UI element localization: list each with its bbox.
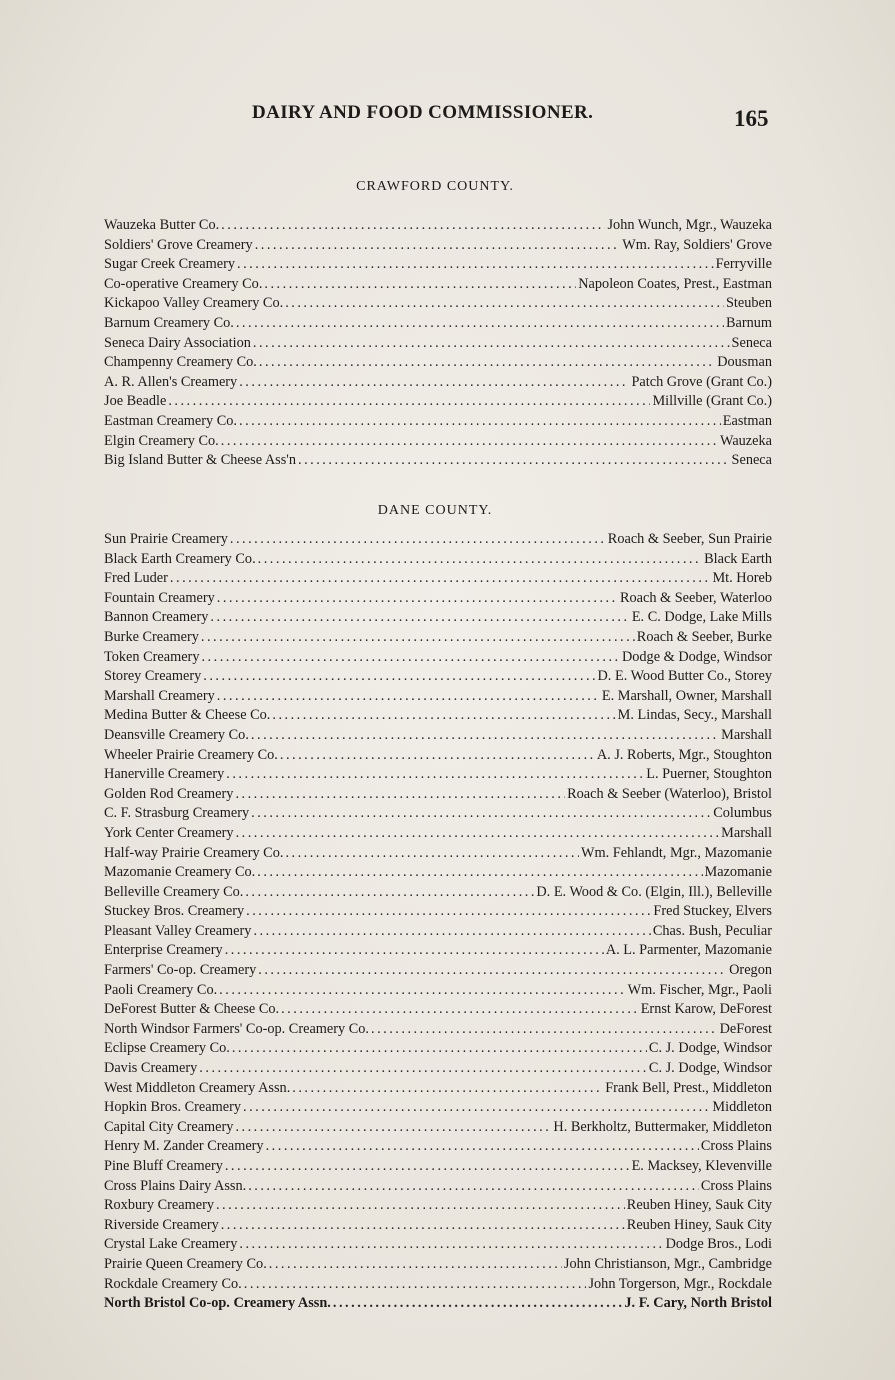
proprietor-location: Roach & Seeber, Burke — [636, 628, 772, 645]
proprietor-location: Reuben Hiney, Sauk City — [626, 1197, 772, 1214]
proprietor-location: Mazomanie — [704, 864, 772, 881]
creamery-name: West Middleton Creamery Assn. — [104, 1079, 291, 1096]
proprietor-location: Cross Plains — [700, 1138, 772, 1155]
proprietor-location: A. J. Roberts, Mgr., Stoughton — [596, 746, 772, 763]
dot-leader — [258, 550, 702, 570]
creamery-name: Big Island Butter & Cheese Ass'n — [104, 452, 296, 469]
directory-entry — [104, 451, 772, 471]
directory-entry — [104, 1235, 772, 1255]
dot-leader — [225, 1157, 630, 1177]
proprietor-location: Oregon — [729, 962, 772, 979]
directory-entry — [104, 1000, 772, 1020]
dot-leader — [298, 451, 730, 471]
directory-entry — [104, 353, 772, 373]
proprietor-location: Patch Grove (Grant Co.) — [631, 373, 772, 390]
dot-leader — [201, 628, 635, 648]
dot-leader — [225, 941, 604, 961]
section-heading-dane: DANE COUNTY. — [377, 503, 493, 518]
proprietor-location: Dousman — [717, 354, 772, 371]
dot-leader — [170, 569, 711, 589]
directory-entry — [104, 1294, 772, 1314]
dot-leader — [232, 1039, 647, 1059]
directory-entry — [104, 314, 772, 334]
section-heading-crawford: CRAWFORD COUNTY. — [356, 179, 514, 194]
directory-entry — [104, 1059, 772, 1079]
directory-entry — [104, 1020, 772, 1040]
creamery-name: Sun Prairie Creamery — [104, 531, 228, 547]
creamery-name: A. R. Allen's Creamery — [104, 373, 238, 390]
directory-entry — [104, 1118, 772, 1138]
creamery-name: Hanerville Creamery — [104, 766, 225, 783]
dot-leader — [216, 1196, 625, 1216]
proprietor-location: Wm. Fehlandt, Mgr., Mazomanie — [581, 844, 772, 861]
dot-leader — [221, 1216, 625, 1236]
directory-entry — [104, 863, 772, 883]
proprietor-location: D. E. Wood & Co. (Elgin, Ill.), Belleville — [536, 883, 772, 900]
proprietor-location: C. J. Dodge, Windsor — [648, 1040, 772, 1057]
dot-leader — [244, 1275, 587, 1295]
directory-entry — [104, 392, 772, 412]
dot-leader — [371, 1020, 718, 1040]
proprietor-location: Ernst Karow, DeForest — [640, 1001, 772, 1018]
directory-entry — [104, 746, 772, 766]
directory-entry — [104, 530, 772, 550]
directory-entry — [104, 1255, 772, 1275]
dot-leader — [217, 687, 600, 707]
proprietor-location: Cross Plains — [700, 1177, 772, 1194]
proprietor-location: E. C. Dodge, Lake Mills — [631, 609, 772, 626]
directory-entry — [104, 941, 772, 961]
proprietor-location: Ferryville — [715, 256, 772, 273]
directory-entry — [104, 902, 772, 922]
dot-leader — [217, 589, 618, 609]
creamery-name: Cross Plains Dairy Assn. — [104, 1177, 247, 1194]
proprietor-location: Napoleon Coates, Prest., Eastman — [578, 275, 772, 292]
directory-entry — [104, 236, 772, 256]
creamery-name: Fred Luder — [104, 570, 168, 587]
directory-entry — [104, 804, 772, 824]
proprietor-location: Wm. Ray, Soldiers' Grove — [622, 236, 772, 253]
proprietor-location: Columbus — [713, 805, 772, 822]
dot-leader — [219, 981, 625, 1001]
dot-leader — [253, 922, 650, 942]
dot-leader — [201, 648, 619, 668]
dot-leader — [221, 432, 718, 452]
dot-leader — [259, 353, 715, 373]
directory-entry — [104, 432, 772, 452]
dot-leader — [226, 765, 644, 785]
creamery-name: Black Earth Creamery Co. — [104, 550, 256, 567]
dot-leader — [246, 902, 651, 922]
proprietor-location: E. Macksey, Klevenville — [631, 1158, 772, 1174]
proprietor-location: Mt. Horeb — [712, 570, 772, 587]
proprietor-location: Millville (Grant Co.) — [652, 393, 772, 410]
creamery-name: Wheeler Prairie Creamery Co. — [104, 746, 278, 763]
directory-entry — [104, 412, 772, 432]
proprietor-location: Steuben — [725, 295, 772, 312]
dot-leader — [285, 294, 724, 314]
directory-entry — [104, 922, 772, 942]
dot-leader — [243, 1098, 710, 1118]
directory-entry — [104, 550, 772, 570]
creamery-name: Golden Rod Creamery — [104, 785, 234, 802]
creamery-name: Wauzeka Butter Co. — [104, 217, 220, 233]
directory-entry — [104, 1216, 772, 1236]
dot-leader — [237, 255, 714, 275]
proprietor-location: H. Berkholtz, Buttermaker, Middleton — [553, 1118, 772, 1135]
creamery-name: Riverside Creamery — [104, 1216, 219, 1233]
creamery-name: Rockdale Creamery Co. — [104, 1275, 242, 1292]
creamery-name: North Bristol Co-op. Creamery Assn. — [104, 1295, 331, 1312]
creamery-name: Farmers' Co-op. Creamery — [104, 962, 257, 979]
directory-entry — [104, 687, 772, 707]
dot-leader — [258, 961, 727, 981]
creamery-name: Eclipse Creamery Co. — [104, 1040, 230, 1057]
creamery-name: Eastman Creamery Co. — [104, 412, 238, 429]
directory-entry — [104, 1137, 772, 1157]
creamery-name: Joe Beadle — [104, 393, 167, 410]
dot-leader — [235, 1118, 551, 1138]
creamery-name: Barnum Creamery Co. — [104, 314, 234, 331]
creamery-name: Seneca Dairy Association — [104, 334, 251, 351]
proprietor-location: J. F. Cary, North Bristol — [624, 1295, 772, 1312]
directory-entry — [104, 706, 772, 726]
dot-leader — [230, 530, 606, 550]
dot-leader — [255, 236, 621, 256]
directory-entry — [104, 294, 772, 314]
dot-leader — [199, 1059, 647, 1079]
proprietor-location: Roach & Seeber, Sun Prairie — [607, 531, 772, 547]
directory-entry — [104, 726, 772, 746]
creamery-name: Marshall Creamery — [104, 687, 215, 704]
dot-leader — [281, 1000, 639, 1020]
directory-entry — [104, 628, 772, 648]
creamery-name: Belleville Creamery Co. — [104, 883, 244, 900]
creamery-name: Mazomanie Creamery Co. — [104, 864, 256, 881]
proprietor-location: John Wunch, Mgr., Wauzeka — [607, 217, 772, 233]
directory-entry — [104, 608, 772, 628]
dot-leader — [266, 1137, 699, 1157]
directory-entry — [104, 1098, 772, 1118]
creamery-name: Sugar Creek Creamery — [104, 256, 236, 273]
creamery-name: DeForest Butter & Cheese Co. — [104, 1001, 280, 1018]
dot-leader — [333, 1294, 623, 1314]
directory-entry — [104, 569, 772, 589]
proprietor-location: Dodge & Dodge, Windsor — [621, 648, 772, 665]
proprietor-location: John Torgerson, Mgr., Rockdale — [588, 1275, 772, 1292]
dot-leader — [210, 608, 629, 628]
creamery-name: Token Creamery — [104, 648, 200, 665]
dot-leader — [292, 1079, 603, 1099]
directory-entry — [104, 589, 772, 609]
proprietor-location: Fred Stuckey, Elvers — [653, 903, 772, 920]
dot-leader — [285, 844, 579, 864]
creamery-name: Roxbury Creamery — [104, 1197, 214, 1214]
proprietor-location: Frank Bell, Prest., Middleton — [605, 1079, 772, 1096]
directory-entry — [104, 883, 772, 903]
creamery-name: Co-operative Creamery Co. — [104, 275, 263, 292]
dot-leader — [257, 863, 702, 883]
creamery-name: Burke Creamery — [104, 628, 199, 645]
proprietor-location: Wauzeka — [719, 432, 772, 449]
running-head — [0, 102, 895, 132]
directory-entry — [104, 785, 772, 805]
creamery-name: North Windsor Farmers' Co-op. Creamery Co. — [104, 1020, 369, 1037]
proprietor-location: M. Lindas, Secy., Marshall — [617, 707, 772, 724]
creamery-name: Bannon Creamery — [104, 609, 209, 626]
directory-entry — [104, 373, 772, 393]
dot-leader — [269, 1255, 562, 1275]
running-title: DAIRY AND FOOD COMMISSIONER. — [252, 102, 594, 123]
proprietor-location: Roach & Seeber, Waterloo — [619, 589, 772, 606]
dot-leader — [272, 706, 615, 726]
creamery-name: Soldiers' Grove Creamery — [104, 236, 253, 253]
creamery-name: Deansville Creamery Co. — [104, 726, 249, 743]
creamery-name: Henry M. Zander Creamery — [104, 1138, 264, 1155]
dot-leader — [251, 804, 711, 824]
creamery-name: Pleasant Valley Creamery — [104, 922, 252, 939]
directory-entry — [104, 844, 772, 864]
proprietor-location: Seneca — [731, 452, 772, 469]
proprietor-location: John Christianson, Mgr., Cambridge — [563, 1255, 772, 1272]
directory-entry — [104, 824, 772, 844]
creamery-name: Hopkin Bros. Creamery — [104, 1099, 241, 1116]
creamery-name: Champenny Creamery Co. — [104, 354, 257, 371]
page-number: 165 — [734, 106, 769, 131]
proprietor-location: Black Earth — [704, 550, 772, 567]
directory-entry — [104, 961, 772, 981]
dot-leader — [236, 824, 720, 844]
dot-leader — [248, 1177, 699, 1197]
creamery-name: Enterprise Creamery — [104, 942, 223, 959]
directory-entry — [104, 1275, 772, 1295]
proprietor-location: A. L. Parmenter, Mazomanie — [605, 942, 772, 959]
dot-leader — [253, 334, 730, 354]
creamery-name: Crystal Lake Creamery — [104, 1236, 238, 1253]
creamery-name: Storey Creamery — [104, 668, 202, 685]
creamery-name: Medina Butter & Cheese Co. — [104, 707, 271, 724]
directory-entry — [104, 1039, 772, 1059]
dot-leader — [168, 392, 650, 412]
directory-entry — [104, 1157, 772, 1177]
directory-entry — [104, 1177, 772, 1197]
proprietor-location: Marshall — [721, 726, 772, 743]
directory-entry — [104, 765, 772, 785]
directory-entry — [104, 648, 772, 668]
proprietor-location: Roach & Seeber (Waterloo), Bristol — [567, 785, 772, 802]
dot-leader — [203, 667, 595, 687]
proprietor-location: L. Puerner, Stoughton — [646, 766, 772, 783]
proprietor-location: Barnum — [725, 314, 772, 331]
proprietor-location: Seneca — [731, 334, 772, 351]
directory-entry — [104, 255, 772, 275]
proprietor-location: DeForest — [719, 1020, 772, 1037]
dot-leader — [236, 314, 724, 334]
directory-entry — [104, 667, 772, 687]
proprietor-location: Eastman — [722, 412, 772, 429]
dot-leader — [245, 883, 534, 903]
dot-leader — [280, 746, 595, 766]
creamery-name: Fountain Creamery — [104, 589, 215, 606]
creamery-name: C. F. Strasburg Creamery — [104, 805, 250, 822]
proprietor-location: D. E. Wood Butter Co., Storey — [597, 668, 772, 685]
directory-entry — [104, 1196, 772, 1216]
dot-leader — [221, 216, 605, 236]
creamery-name: Elgin Creamery Co. — [104, 432, 219, 449]
directory-entry — [104, 216, 772, 236]
creamery-name: Pine Bluff Creamery — [104, 1158, 223, 1174]
proprietor-location: Wm. Fischer, Mgr., Paoli — [627, 981, 772, 998]
creamery-name: Davis Creamery — [104, 1060, 198, 1077]
directory-entry — [104, 334, 772, 354]
dot-leader — [264, 275, 576, 295]
crawford-county-list — [104, 216, 772, 471]
dot-leader — [239, 373, 629, 393]
creamery-name: Stuckey Bros. Creamery — [104, 903, 245, 920]
creamery-name: Half-way Prairie Creamery Co. — [104, 844, 284, 861]
proprietor-location: Reuben Hiney, Sauk City — [626, 1216, 772, 1233]
creamery-name: Kickapoo Valley Creamery Co. — [104, 295, 284, 312]
dot-leader — [235, 785, 565, 805]
proprietor-location: Chas. Bush, Peculiar — [652, 922, 772, 939]
dot-leader — [239, 412, 721, 432]
creamery-name: Capital City Creamery — [104, 1118, 234, 1135]
directory-entry — [104, 981, 772, 1001]
proprietor-location: Marshall — [721, 824, 772, 841]
proprietor-location: E. Marshall, Owner, Marshall — [601, 687, 772, 704]
dot-leader — [251, 726, 719, 746]
directory-entry — [104, 1079, 772, 1099]
creamery-name: Prairie Queen Creamery Co. — [104, 1255, 267, 1272]
proprietor-location: Dodge Bros., Lodi — [665, 1236, 772, 1253]
creamery-name: York Center Creamery — [104, 824, 234, 841]
dane-county-list — [104, 530, 772, 1314]
creamery-name: Paoli Creamery Co. — [104, 981, 218, 998]
proprietor-location: C. J. Dodge, Windsor — [648, 1060, 772, 1077]
dot-leader — [239, 1235, 663, 1255]
proprietor-location: Middleton — [712, 1099, 772, 1116]
directory-entry — [104, 275, 772, 295]
